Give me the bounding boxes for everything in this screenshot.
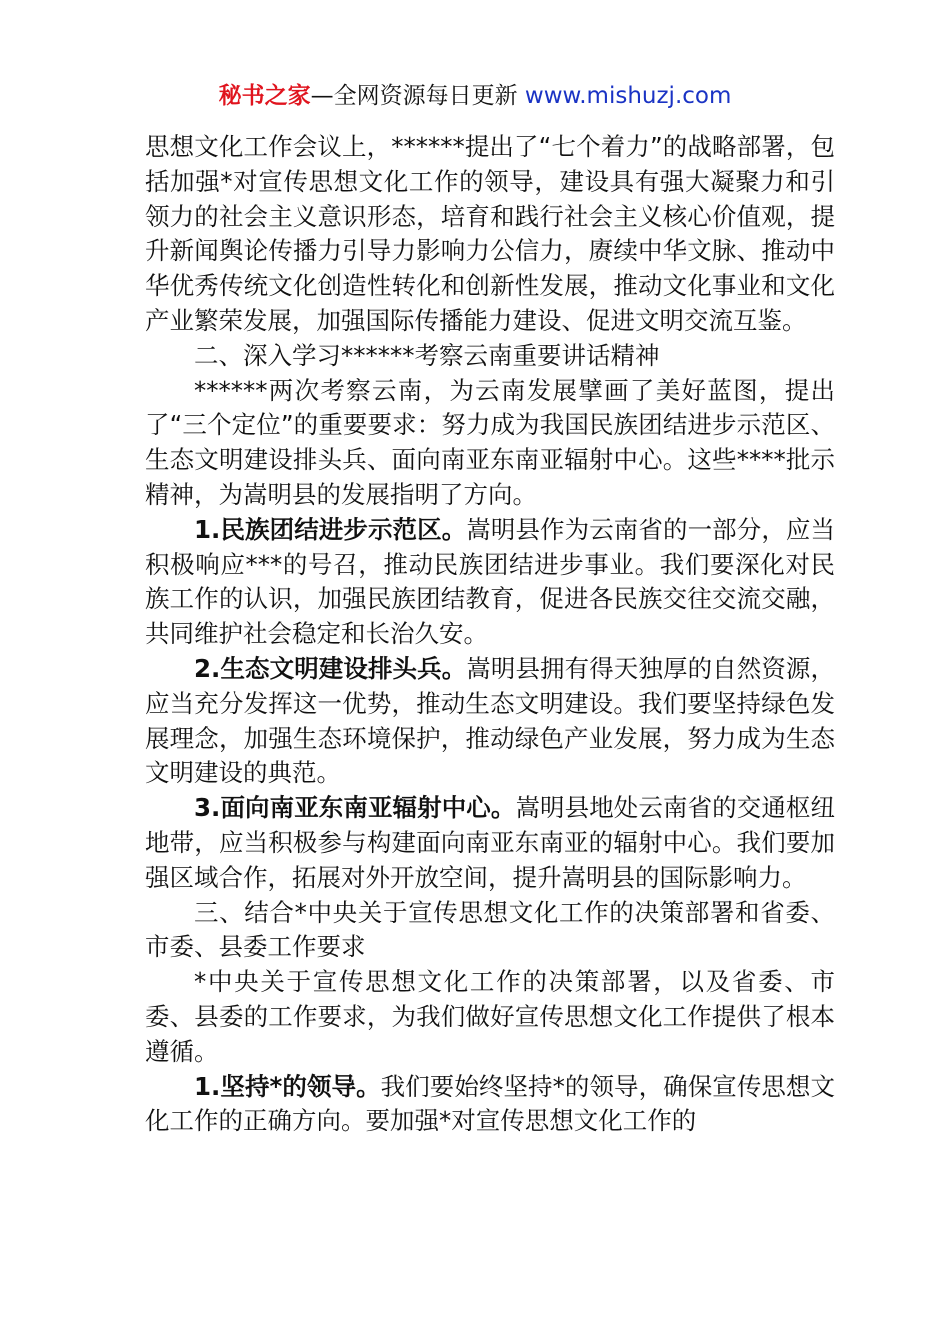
site-url[interactable]: www.mishuzj.com <box>524 83 732 109</box>
brand-name: 秘书之家 <box>218 83 311 109</box>
list-item-4 <box>145 1070 835 1140</box>
item-3-text: 嵩明县地处云南省的交通枢纽地带，应当积极参与构建面向南亚东南亚的辐射中心。我们要加强区域合作，拓展对外开放空间，提升嵩明县的国际影响力。 <box>145 793 835 892</box>
list-item-2 <box>145 652 835 791</box>
list-item-3 <box>145 791 835 895</box>
list-item-1 <box>145 513 835 652</box>
item-2-title: 2.生态文明建设排头兵。 <box>194 653 467 683</box>
section-heading-3: 三、结合*中央关于宣传思想文化工作的决策部署和省委、市委、县委工作要求 <box>145 897 835 962</box>
item-1-text: 嵩明县作为云南省的一部分，应当积极响应***的号召，推动民族团结进步事业。我们要深化对民族工作的认识，加强民族团结教育，促进各民族交往交流交融，共同维护社会稳定和长治久安。 <box>145 514 835 649</box>
section-heading-2: 二、深入学习******考察云南重要讲话精神 <box>194 340 660 370</box>
item-3-title: 3.面向南亚东南亚辐射中心。 <box>194 793 516 823</box>
header-tagline: —全网资源每日更新 <box>310 83 518 109</box>
document-body <box>145 130 835 1139</box>
paragraph-continued: 思想文化工作会议上，******提出了“七个着力”的战略部署，包括加强*对宣传思想文化工作的领导，建设具有强大凝聚力和引领力的社会主义意识形态，培育和践行社会主义核心价值观，提升新闻舆论传播力引导力影响力公信力，赓续中华文脉、推动中华优秀传统文化创造性转化和创新性发展，推动文化事业和文化产业繁荣发展，加强国际传播能力建设、促进文明交流互鉴。 <box>145 132 835 335</box>
item-1-title: 1.民族团结进步示范区。 <box>194 514 467 544</box>
site-header <box>0 80 950 112</box>
item-4-title: 1.坚持*的领导。 <box>194 1071 381 1101</box>
paragraph-yunnan: ******两次考察云南，为云南发展擘画了美好蓝图，提出了“三个定位”的重要要求：努力成为我国民族团结进步示范区、生态文明建设排头兵、面向南亚东南亚辐射中心。这些****批示精神，为嵩明县的发展指明了方向。 <box>145 375 835 509</box>
item-4-text: 我们要始终坚持*的领导，确保宣传思想文化工作的正确方向。要加强*对宣传思想文化工作的 <box>145 1071 835 1136</box>
item-2-text: 嵩明县拥有得天独厚的自然资源，应当充分发挥这一优势，推动生态文明建设。我们要坚持绿色发展理念，加强生态环境保护，推动绿色产业发展，努力成为生态文明建设的典范。 <box>145 653 835 788</box>
paragraph-central: *中央关于宣传思想文化工作的决策部署，以及省委、市委、县委的工作要求，为我们做好宣传思想文化工作提供了根本遵循。 <box>145 967 835 1066</box>
